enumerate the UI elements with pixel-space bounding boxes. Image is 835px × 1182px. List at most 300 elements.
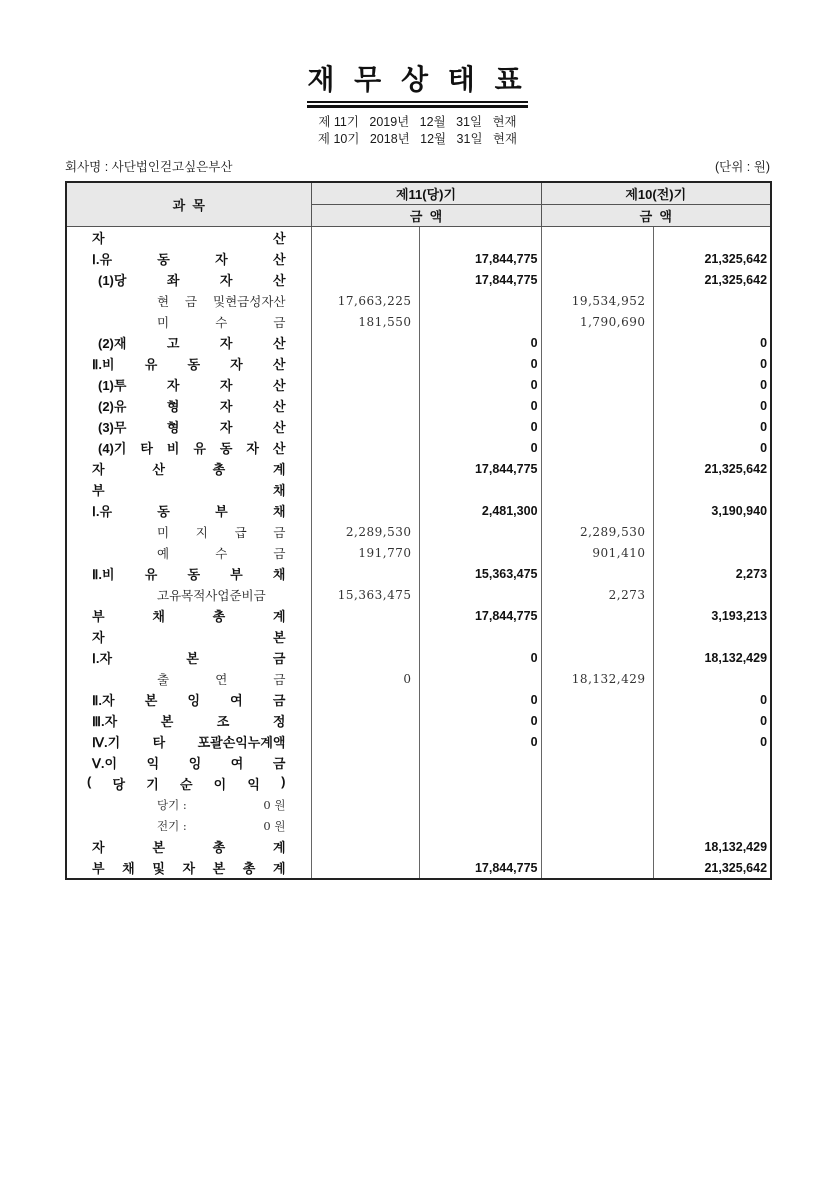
table-row	[66, 584, 771, 605]
amount-current-detail	[311, 248, 419, 269]
amount-current-detail	[311, 563, 419, 584]
account-label-part: Ⅰ.유	[92, 504, 113, 519]
account-label	[66, 332, 311, 353]
table-row	[66, 479, 771, 500]
table-row	[66, 437, 771, 458]
amount-current-detail	[311, 731, 419, 752]
table-row	[66, 290, 771, 311]
account-label-part: 총	[212, 609, 226, 624]
account-label-part: Ⅴ.이	[92, 756, 118, 771]
table-body	[66, 227, 771, 880]
amount-current-total: 0	[419, 437, 541, 458]
account-label-part: 자	[219, 420, 233, 435]
amount-current-detail	[311, 479, 419, 500]
amount-prior-total: 3,190,940	[653, 500, 771, 521]
amount-current-detail	[311, 773, 419, 794]
amount-prior-detail	[541, 227, 653, 249]
account-label-part: 및현금성자산	[213, 293, 286, 309]
table-row	[66, 248, 771, 269]
amount-prior-total: 0	[653, 731, 771, 752]
account-label-part: 포괄손익누계액	[197, 735, 286, 750]
table-row	[66, 731, 771, 752]
account-label-part: 자	[230, 357, 243, 372]
period-line-current: 제 11기 2019년 12월 31일 현재	[318, 115, 517, 129]
amount-current-detail: 17,663,225	[311, 290, 419, 311]
amount-current-detail: 191,770	[311, 542, 419, 563]
account-label	[66, 458, 311, 479]
amount-prior-total	[653, 626, 771, 647]
account-label-part: 유	[144, 567, 158, 582]
amount-current-total: 17,844,775	[419, 605, 541, 626]
amount-prior-total	[653, 311, 771, 332]
account-label-part: Ⅱ.비	[92, 357, 115, 372]
table-row	[66, 374, 771, 395]
account-label-part: 자	[166, 378, 180, 393]
account-label-part: 계	[272, 840, 286, 855]
amount-prior-detail	[541, 269, 653, 290]
account-label-part: 금	[273, 314, 286, 330]
table-row	[66, 857, 771, 879]
amount-prior-detail	[541, 437, 653, 458]
amount-current-total	[419, 752, 541, 773]
account-label	[66, 689, 311, 710]
amount-prior-detail	[541, 773, 653, 794]
account-label-part: (2)유	[98, 399, 127, 414]
amount-prior-detail	[541, 752, 653, 773]
account-label-part: 자	[92, 462, 105, 477]
account-label	[66, 395, 311, 416]
amount-prior-detail	[541, 395, 653, 416]
amount-prior-detail	[541, 458, 653, 479]
account-label-part: 형	[166, 399, 180, 414]
account-label-part: 여	[230, 756, 244, 771]
account-label-part: 자	[92, 630, 105, 645]
account-label-part: 이	[213, 777, 227, 792]
account-label-part: 총	[242, 861, 256, 876]
account-label-part: 부	[92, 861, 105, 876]
account-label-part: 예	[157, 545, 170, 561]
account-label-part: 지	[195, 524, 208, 540]
account-label-part: 타	[152, 735, 166, 750]
amount-prior-detail	[541, 374, 653, 395]
amount-prior-total: 18,132,429	[653, 836, 771, 857]
account-label-part: (1)당	[98, 273, 127, 288]
amount-prior-detail: 19,534,952	[541, 290, 653, 311]
column-header-period-current: 제11(당)기	[311, 182, 541, 205]
table-row	[66, 668, 771, 689]
account-label	[66, 563, 311, 584]
amount-current-total	[419, 773, 541, 794]
account-label-part: 전기 :	[157, 818, 187, 833]
account-label-part: 급	[234, 524, 247, 540]
amount-current-detail: 0	[311, 668, 419, 689]
amount-prior-total	[653, 752, 771, 773]
account-label-part: 본	[272, 630, 286, 645]
amount-current-detail	[311, 416, 419, 437]
account-label-part: 부	[92, 483, 105, 498]
account-label-part: 부	[215, 504, 228, 519]
amount-prior-detail	[541, 794, 653, 815]
amount-prior-total	[653, 521, 771, 542]
amount-current-total: 0	[419, 395, 541, 416]
account-label-part: (3)무	[98, 420, 127, 435]
amount-current-detail	[311, 647, 419, 668]
amount-prior-total	[653, 227, 771, 249]
amount-current-total: 0	[419, 710, 541, 731]
balance-sheet-table	[65, 181, 772, 880]
amount-prior-detail	[541, 626, 653, 647]
amount-prior-detail	[541, 710, 653, 731]
account-label-part: (2)재	[98, 336, 127, 351]
title-underline-thick	[307, 105, 527, 108]
table-row	[66, 689, 771, 710]
account-label-part: 0 원	[263, 818, 286, 833]
account-label	[66, 416, 311, 437]
account-label-part: 타	[140, 441, 153, 456]
amount-current-total	[419, 668, 541, 689]
account-label-part: 산	[272, 336, 286, 351]
account-label-part: 부	[92, 609, 105, 624]
table-row	[66, 542, 771, 563]
account-label-part: 본	[160, 714, 174, 729]
account-label-part: 채	[272, 567, 286, 582]
table-row	[66, 353, 771, 374]
account-label	[66, 479, 311, 500]
account-label-part: 및	[152, 861, 165, 876]
table-row	[66, 710, 771, 731]
account-label-part: )	[281, 774, 286, 789]
amount-prior-total	[653, 479, 771, 500]
account-label-part: Ⅱ.비	[92, 567, 115, 582]
amount-prior-total	[653, 668, 771, 689]
amount-prior-total: 0	[653, 353, 771, 374]
account-label-part: 금	[185, 293, 198, 309]
account-label-part: 동	[187, 357, 201, 372]
account-label-part: 동	[157, 504, 170, 519]
account-label-part: 채	[272, 483, 286, 498]
account-label	[66, 857, 311, 879]
amount-current-detail	[311, 395, 419, 416]
table-row	[66, 395, 771, 416]
table-row	[66, 647, 771, 668]
account-label-part: 자	[219, 399, 233, 414]
amount-current-detail	[311, 374, 419, 395]
amount-current-detail	[311, 437, 419, 458]
account-label	[66, 500, 311, 521]
amount-current-detail	[311, 458, 419, 479]
amount-current-total: 0	[419, 353, 541, 374]
account-label	[66, 773, 311, 794]
account-label-part: 산	[272, 378, 286, 393]
amount-prior-total: 0	[653, 332, 771, 353]
amount-current-total	[419, 836, 541, 857]
account-label	[66, 731, 311, 752]
account-label-part: 수	[215, 314, 228, 330]
amount-current-detail: 15,363,475	[311, 584, 419, 605]
account-label	[66, 437, 311, 458]
account-label-part: Ⅳ.기	[92, 735, 121, 750]
account-label-part: 채	[272, 504, 286, 519]
table-row	[66, 227, 771, 249]
amount-prior-detail	[541, 689, 653, 710]
table-row	[66, 563, 771, 584]
account-label	[66, 227, 311, 249]
amount-current-total	[419, 311, 541, 332]
account-label	[66, 374, 311, 395]
amount-current-total	[419, 584, 541, 605]
amount-prior-total: 21,325,642	[653, 458, 771, 479]
account-label-part: 익	[146, 756, 160, 771]
table-row	[66, 500, 771, 521]
amount-current-detail	[311, 605, 419, 626]
amount-prior-total: 18,132,429	[653, 647, 771, 668]
amount-current-total: 17,844,775	[419, 857, 541, 879]
account-label-part: 자	[219, 378, 233, 393]
account-label-part: 채	[152, 609, 165, 624]
amount-current-detail: 2,289,530	[311, 521, 419, 542]
table-row	[66, 773, 771, 794]
account-label-part: 동	[219, 441, 233, 456]
amount-prior-detail: 2,289,530	[541, 521, 653, 542]
account-label	[66, 605, 311, 626]
amount-prior-total	[653, 290, 771, 311]
table-row	[66, 416, 771, 437]
account-label-part: 여	[230, 693, 243, 708]
amount-current-total	[419, 479, 541, 500]
column-header-amount-prior: 금 액	[541, 205, 771, 227]
amount-current-total: 15,363,475	[419, 563, 541, 584]
account-label-part: 총	[212, 462, 226, 477]
account-label-part: 미	[157, 314, 170, 330]
amount-current-total	[419, 521, 541, 542]
amount-current-total: 0	[419, 689, 541, 710]
amount-current-total: 17,844,775	[419, 269, 541, 290]
account-label-part: 본	[186, 651, 199, 666]
account-label-part: 산	[272, 357, 286, 372]
amount-prior-total: 3,193,213	[653, 605, 771, 626]
document-title: 재 무 상 태 표	[307, 64, 528, 95]
amount-prior-total: 0	[653, 689, 771, 710]
column-header-period-prior: 제10(전)기	[541, 182, 771, 205]
account-label-part: 금	[273, 545, 286, 561]
account-label-part: 당기 :	[157, 797, 187, 812]
amount-prior-detail	[541, 731, 653, 752]
amount-current-total: 0	[419, 647, 541, 668]
account-label-part: 자	[219, 273, 233, 288]
amount-current-detail	[311, 689, 419, 710]
account-label-part: 익	[247, 777, 260, 792]
account-label	[66, 584, 311, 605]
table-row	[66, 815, 771, 836]
table-row	[66, 752, 771, 773]
amount-prior-total	[653, 794, 771, 815]
table-row	[66, 458, 771, 479]
account-label-part: 자	[182, 861, 196, 876]
account-label-part: 본	[152, 840, 165, 855]
account-label	[66, 290, 311, 311]
amount-prior-total: 0	[653, 395, 771, 416]
amount-current-detail	[311, 332, 419, 353]
account-label-part: 자	[215, 252, 228, 267]
amount-prior-detail	[541, 479, 653, 500]
account-label-part: 조	[216, 714, 230, 729]
period-line-prior: 제 10기 2018년 12월 31일 현재	[317, 132, 518, 146]
account-label-part: 잉	[188, 756, 202, 771]
account-label-part: 유	[144, 357, 158, 372]
table-row	[66, 269, 771, 290]
header-row-periods	[66, 182, 771, 205]
amount-prior-total: 0	[653, 374, 771, 395]
account-label	[66, 668, 311, 689]
amount-current-total: 0	[419, 416, 541, 437]
amount-prior-total	[653, 773, 771, 794]
account-label-part: 계	[272, 861, 286, 876]
amount-current-detail	[311, 794, 419, 815]
amount-prior-detail	[541, 332, 653, 353]
account-label-part: (	[87, 774, 92, 789]
amount-current-detail	[311, 752, 419, 773]
column-header-account: 과 목	[66, 182, 311, 227]
amount-prior-detail	[541, 605, 653, 626]
account-label-part: 금	[272, 693, 286, 708]
account-label-part: 산	[272, 252, 286, 267]
amount-current-detail: 181,550	[311, 311, 419, 332]
account-label-part: (4)기	[98, 441, 127, 456]
account-label	[66, 311, 311, 332]
amount-prior-detail	[541, 815, 653, 836]
amount-prior-detail: 1,790,690	[541, 311, 653, 332]
account-label-part: 산	[272, 441, 286, 456]
amount-current-total	[419, 815, 541, 836]
account-label-part: 고유목적사업준비금	[157, 587, 266, 603]
account-label-part: 산	[272, 420, 286, 435]
amount-prior-total: 0	[653, 416, 771, 437]
amount-prior-detail	[541, 500, 653, 521]
amount-prior-total	[653, 815, 771, 836]
column-header-amount-current: 금 액	[311, 205, 541, 227]
amount-current-detail	[311, 836, 419, 857]
account-label-part: 산	[152, 462, 165, 477]
title-block	[65, 64, 770, 108]
account-label-part: 수	[215, 545, 228, 561]
account-label-part: 금	[273, 671, 286, 687]
amount-prior-detail	[541, 248, 653, 269]
amount-prior-total: 0	[653, 437, 771, 458]
account-label-part: 형	[166, 420, 180, 435]
amount-prior-total: 21,325,642	[653, 248, 771, 269]
account-label-part: 산	[272, 399, 286, 414]
amount-prior-total: 21,325,642	[653, 857, 771, 879]
table-row	[66, 605, 771, 626]
account-label-part: 정	[272, 714, 286, 729]
account-label-part: 산	[272, 231, 286, 246]
unit-label: (단위 : 원)	[715, 160, 770, 174]
account-label-part: 계	[272, 609, 286, 624]
amount-current-detail	[311, 353, 419, 374]
account-label-part: 금	[272, 756, 286, 771]
account-label	[66, 836, 311, 857]
amount-prior-detail	[541, 353, 653, 374]
amount-current-total: 17,844,775	[419, 248, 541, 269]
amount-current-total	[419, 542, 541, 563]
amount-current-total	[419, 227, 541, 249]
amount-current-detail	[311, 710, 419, 731]
amount-current-detail	[311, 269, 419, 290]
account-label-part: 계	[272, 462, 286, 477]
account-label-part: 연	[215, 671, 228, 687]
account-label-part: 본	[212, 861, 226, 876]
table-row	[66, 332, 771, 353]
amount-current-total	[419, 794, 541, 815]
account-label-part: 출	[157, 671, 170, 687]
table-row	[66, 794, 771, 815]
account-label-part: Ⅰ.자	[92, 651, 113, 666]
account-label-part: 순	[179, 777, 193, 792]
amount-current-detail	[311, 500, 419, 521]
company-name: 회사명 : 사단법인걷고싶은부산	[65, 160, 233, 174]
amount-prior-total: 2,273	[653, 563, 771, 584]
account-label-part: 금	[273, 524, 286, 540]
amount-prior-detail	[541, 836, 653, 857]
account-label-part: 자	[92, 840, 105, 855]
amount-prior-detail: 18,132,429	[541, 668, 653, 689]
amount-current-total	[419, 290, 541, 311]
amount-current-total: 0	[419, 374, 541, 395]
amount-prior-total	[653, 542, 771, 563]
amount-current-total: 2,481,300	[419, 500, 541, 521]
account-label-part: 잉	[187, 693, 201, 708]
account-label-part: 부	[230, 567, 243, 582]
account-label	[66, 521, 311, 542]
account-label	[66, 248, 311, 269]
amount-prior-detail	[541, 857, 653, 879]
amount-prior-detail	[541, 416, 653, 437]
account-label-part: 자	[92, 231, 105, 246]
amount-prior-detail	[541, 647, 653, 668]
period-lines	[65, 114, 770, 148]
amount-current-detail	[311, 227, 419, 249]
account-label	[66, 794, 311, 815]
account-label-part: Ⅰ.유	[92, 252, 113, 267]
account-label	[66, 353, 311, 374]
account-label-part: 미	[157, 524, 170, 540]
account-label-part: 좌	[166, 273, 180, 288]
amount-current-detail	[311, 626, 419, 647]
title-underline	[307, 101, 527, 103]
account-label-part: 금	[272, 651, 286, 666]
account-label	[66, 542, 311, 563]
account-label-part: 자	[219, 336, 233, 351]
account-label-part: 동	[187, 567, 201, 582]
table-row	[66, 836, 771, 857]
amount-current-total: 0	[419, 332, 541, 353]
account-label-part: 채	[122, 861, 135, 876]
account-label-part: 동	[157, 252, 170, 267]
amount-prior-detail	[541, 563, 653, 584]
account-label	[66, 647, 311, 668]
account-label	[66, 626, 311, 647]
account-label	[66, 752, 311, 773]
account-label-part: 유	[193, 441, 206, 456]
amount-current-total	[419, 626, 541, 647]
amount-current-total: 0	[419, 731, 541, 752]
amount-current-detail	[311, 857, 419, 879]
account-label-part: 기	[146, 777, 159, 792]
account-label-part: 고	[166, 336, 180, 351]
account-label-part: 산	[272, 273, 286, 288]
account-label-part: 본	[144, 693, 158, 708]
account-label	[66, 815, 311, 836]
